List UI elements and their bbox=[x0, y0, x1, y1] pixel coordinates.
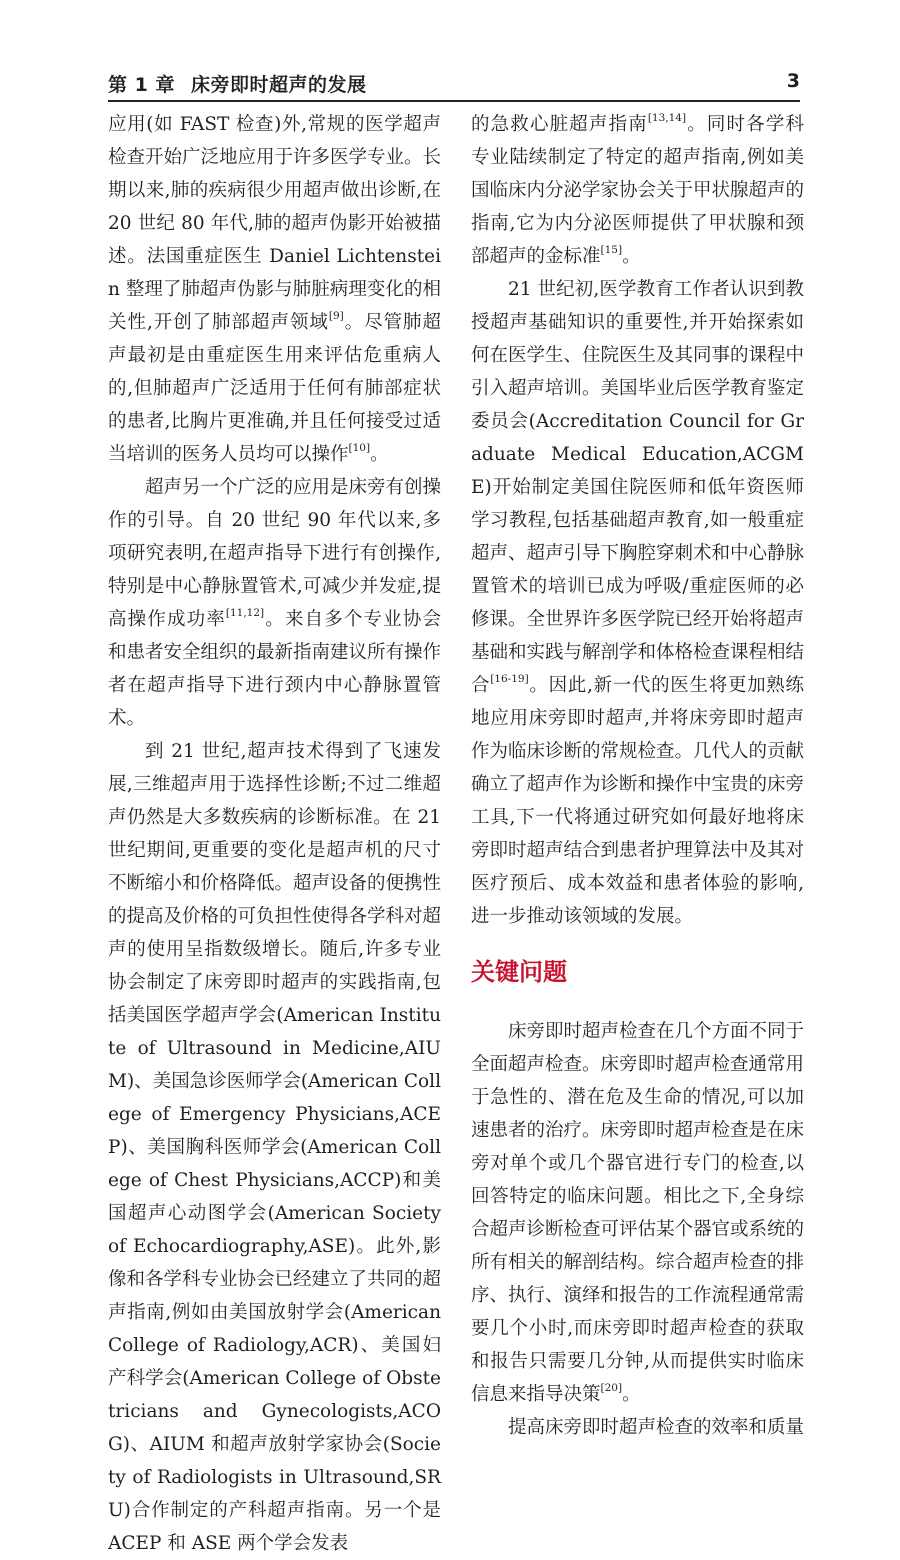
citation: [9] bbox=[328, 310, 344, 322]
paragraph bbox=[471, 108, 804, 273]
chapter-label: 第 1 章 bbox=[108, 74, 175, 96]
citation: [20] bbox=[600, 1382, 623, 1394]
paragraph-text: 床旁即时超声检查在几个方面不同于全面超声检查。床旁即时超声检查通常用于急性的、潜在危及生命的情况,可以加速患者的治疗。床旁即时超声检查是在床旁对单个或几个器官进行专门的检查,以回答特定的临床问题。相比之下,全身综合超声诊断检查可评估某个器官或系统的所有相关的解剖结构。综合超声检查的排序、执行、演绎和报告的工作流程通常需要几个小时,而床旁即时超声检查的获取和报告只需要几分钟,从而提供实时临床信息来指导决策 bbox=[471, 1021, 805, 1405]
section-heading: 关键问题 bbox=[471, 958, 567, 986]
paragraph-text: 应用(如 FAST 检查)外,常规的医学超声检查开始广泛地应用于许多医学专业。长期以来,肺的疾病很少用超声做出诊断,在 20 世纪 80 年代,肺的超声伪影开始被描述。法国重症医生 Daniel Lichtenstein 整理了肺超声伪影与肺脏病理变化的相关性,开创了肺部超声领域 bbox=[108, 114, 442, 333]
paragraph: 到 21 世纪,超声技术得到了飞速发展,三维超声用于选择性诊断;不过二维超声仍然是大多数疾病的诊断标准。在 21 世纪期间,更重要的变化是超声机的尺寸不断缩小和价格降低。超声设备的便携性的提高及价格的可负担性使得各学科对超声的使用呈指数级增长。随后,许多专业协会制定了床旁即时超声的实践指南,包括美国医学超声学会(American Institute of Ultrasound in Medicine,AIUM)、美国急诊医师学会(American College of Emergency Physicians,ACEP)、美国胸科医师学会(American College of Chest Physicians,ACCP)和美国超声心动图学会(American Society of Echocardiography,ASE)。此外,影像和各学科专业协会已经建立了共同的超声指南,例如由美国放射学会(American College of Radiology,ACR)、美国妇产科学会(American College of Obstetricians and Gynecologists,ACOG)、AIUM 和超声放射学家协会(Society of Radiologists in Ultrasound,SRU)合作制定的产科超声指南。另一个是 ACEP 和 ASE 两个学会发表 bbox=[108, 741, 442, 1554]
chapter-title: 床旁即时超声的发展 bbox=[190, 74, 367, 96]
paragraph-text: 21 世纪初,医学教育工作者认识到教授超声基础知识的重要性,并开始探索如何在医学生、住院医生及其同事的课程中引入超声培训。美国毕业后医学教育鉴定委员会(Accreditation Council for Graduate Medical Education,ACGME)开始制定美国住院医师和低年资医师学习教程,包括基础超声教育,如一般重症超声、超声引导下胸腔穿刺术和中心静脉置管术的培训已成为呼吸/重症医师的必修课。全世界许多医学院已经开始将超声基础和实践与解剖学和体格检查课程相结合 bbox=[471, 279, 805, 696]
paragraph-text: 超声另一个广泛的应用是床旁有创操作的引导。自 20 世纪 90 年代以来,多项研究表明,在超声指导下进行有创操作,特别是中心静脉置管术,可减少并发症,提高操作成功率 bbox=[108, 477, 442, 630]
running-header bbox=[108, 62, 800, 102]
paragraph-text: 。来自多个专业协会和患者安全组织的最新指南建议所有操作者在超声指导下进行颈内中心静脉置管术。 bbox=[108, 609, 442, 729]
chapter-heading bbox=[108, 70, 366, 97]
paragraph-text: 。 bbox=[622, 1384, 641, 1405]
paragraph bbox=[471, 273, 804, 933]
paragraph-text: 。同时各学科专业陆续制定了特定的超声指南,例如美国临床内分泌学家协会关于甲状腺超声的指南,它为内分泌医师提供了甲状腺和颈部超声的金标准 bbox=[471, 114, 805, 267]
citation: [10] bbox=[348, 442, 371, 454]
paragraph-text: 。 bbox=[370, 444, 389, 465]
paragraph-text: 。尽管肺超声最初是由重症医生用来评估危重病人的,但肺超声广泛适用于任何有肺部症状的患者,比胸片更准确,并且任何接受过适当培训的医务人员均可以操作 bbox=[108, 312, 441, 465]
right-column bbox=[471, 108, 804, 1444]
page-number: 3 bbox=[786, 70, 800, 92]
paragraph bbox=[108, 471, 441, 735]
citation: [15] bbox=[600, 244, 623, 256]
citation: [13,14] bbox=[647, 112, 687, 124]
paragraph: 提高床旁即时超声检查的效率和质量 bbox=[508, 1417, 805, 1438]
paragraph bbox=[471, 1015, 804, 1411]
paragraph bbox=[108, 108, 441, 471]
left-column bbox=[108, 108, 441, 1560]
citation: [11,12] bbox=[225, 607, 265, 619]
paragraph-text: 。 bbox=[622, 246, 641, 267]
paragraph-text: 的急救心脏超声指南 bbox=[471, 114, 648, 135]
paragraph-text: 。因此,新一代的医生将更加熟练地应用床旁即时超声,并将床旁即时超声作为临床诊断的常规检查。几代人的贡献确立了超声作为诊断和操作中宝贵的床旁工具,下一代将通过研究如何最好地将床旁即时超声结合到患者护理算法中及其对医疗预后、成本效益和患者体验的影响,进一步推动该领域的发展。 bbox=[471, 675, 805, 927]
citation: [16-19] bbox=[490, 673, 529, 685]
